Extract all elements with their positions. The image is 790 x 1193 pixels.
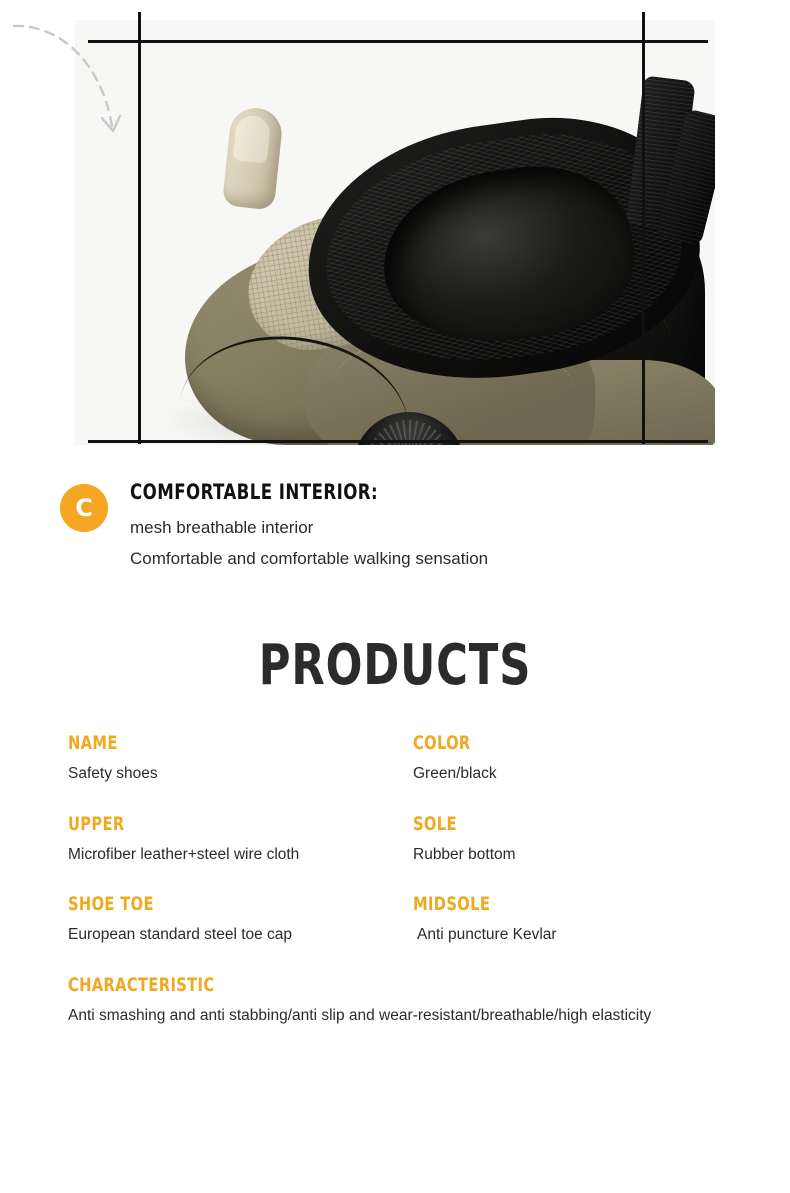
caption-line-1: mesh breathable interior — [130, 518, 314, 537]
spec-label-upper: UPPER — [68, 812, 125, 835]
crosshair-vertical-right — [642, 12, 645, 444]
spec-label-midsole: MIDSOLE — [413, 893, 491, 916]
spec-item-characteristic — [68, 974, 730, 1027]
caption-text — [130, 478, 488, 575]
section-heading-products: PRODUCTS — [258, 632, 532, 698]
spec-label-name: NAME — [68, 731, 118, 754]
spec-value-shoe-toe: European standard steel toe cap — [68, 926, 293, 944]
spec-item-name — [68, 732, 385, 785]
spec-value-name: Safety shoes — [68, 764, 158, 782]
spec-label-sole: SOLE — [413, 812, 457, 835]
shoe-tongue-pull-tab-fold — [233, 114, 272, 163]
crosshair-horizontal-bottom — [88, 440, 708, 443]
caption-title: COMFORTABLE INTERIOR: — [130, 480, 379, 504]
product-spec-grid — [0, 732, 790, 1027]
crosshair-vertical-left — [138, 12, 141, 444]
dashed-curved-arrow-icon — [8, 18, 138, 148]
caption-line-2: Comfortable and comfortable walking sensation — [130, 549, 489, 569]
shoe-illustration — [75, 20, 715, 445]
spec-item-upper — [68, 813, 385, 866]
spec-value-midsole: Anti puncture Kevlar — [417, 926, 557, 944]
hero-product-photo — [0, 0, 790, 470]
crosshair-horizontal-top — [88, 40, 708, 43]
shoe-photo — [75, 20, 715, 445]
spec-item-midsole — [413, 893, 730, 946]
spec-item-color — [413, 732, 730, 785]
spec-value-sole: Rubber bottom — [413, 845, 516, 863]
spec-label-shoe-toe: SHOE TOE — [68, 893, 154, 916]
caption-badge: C — [60, 484, 108, 532]
spec-value-color: Green/black — [413, 764, 497, 782]
spec-value-upper: Microfiber leather+steel wire cloth — [68, 845, 300, 863]
spec-item-sole — [413, 813, 730, 866]
spec-label-characteristic: CHARACTERISTIC — [68, 973, 215, 996]
spec-item-shoe-toe — [68, 893, 385, 946]
spec-value-characteristic: Anti smashing and anti stabbing/anti slip and wear-resistant/breathable/high elasticity — [68, 1006, 652, 1024]
spec-label-color: COLOR — [413, 731, 471, 754]
caption-block — [0, 478, 790, 575]
